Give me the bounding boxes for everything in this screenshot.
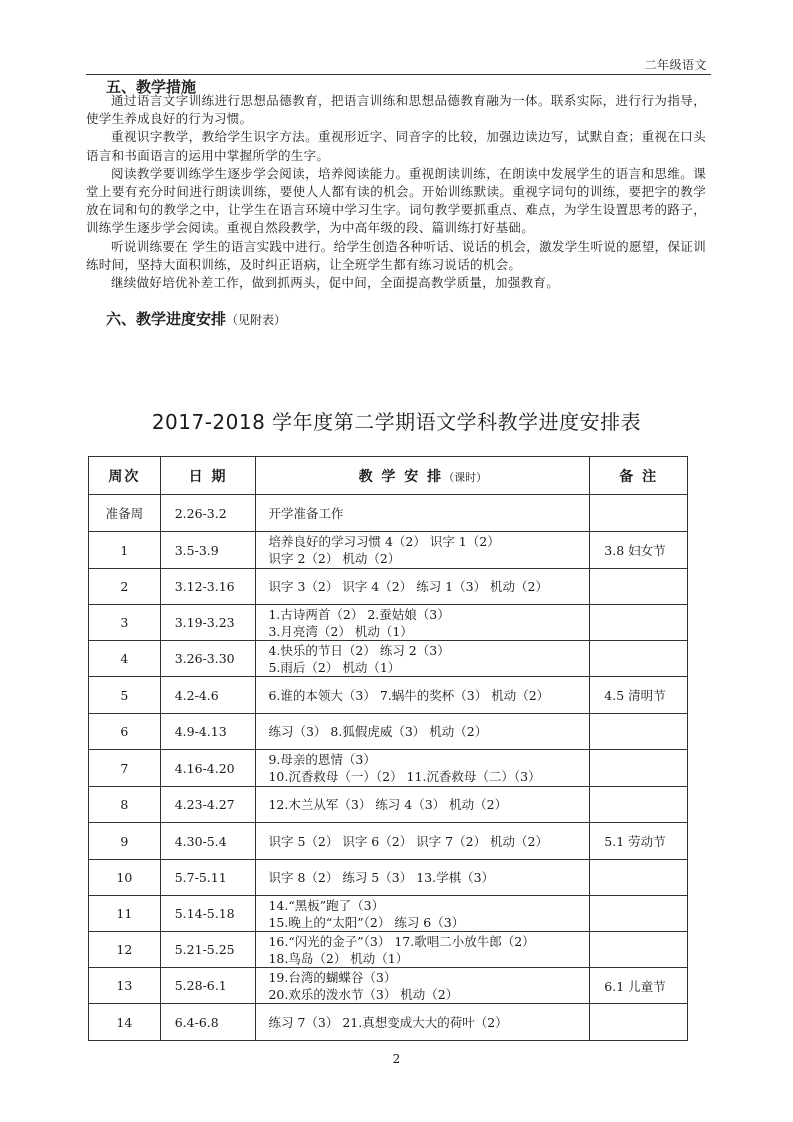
cell-plan xyxy=(256,932,590,968)
cell-note xyxy=(590,605,688,641)
table-row xyxy=(89,569,688,605)
cell-note xyxy=(590,932,688,968)
table-row xyxy=(89,532,688,569)
cell-week: 3 xyxy=(89,605,161,641)
paragraph: 继续做好培优补差工作，做到抓两头，促中间，全面提高教学质量，加强教育。 xyxy=(111,275,560,291)
plan-line: 培养良好的学习习惯 4（2） 识字 1（2） xyxy=(268,534,500,549)
plan-line: 10.沉香救母（一）（2） 11.沉香救母（二）（3） xyxy=(268,769,541,784)
plan-line: 4.快乐的节日（2） 练习 2（3） xyxy=(268,642,450,658)
cell-week: 2 xyxy=(89,569,161,605)
table-row xyxy=(89,714,688,750)
table-row xyxy=(89,896,688,932)
header-plan-label: 教 学 安 排 xyxy=(358,468,444,485)
cell-week: 4 xyxy=(89,641,161,677)
table-row xyxy=(89,787,688,823)
header-plan xyxy=(256,457,590,495)
paragraph: 重视识字教学，教给学生识字方法。重视形近字、同音字的比较，加强边读边写，试默自查；重视在口头语言和书面语言的运用中掌握所学的生字。 xyxy=(86,129,706,163)
cell-date: 4.30-5.4 xyxy=(160,823,256,860)
header-week: 周次 xyxy=(89,457,161,495)
plan-line: 18.鸟岛（2） 机动（1） xyxy=(268,950,409,966)
cell-date: 3.19-3.23 xyxy=(160,605,256,641)
cell-note: 3.8 妇女节 xyxy=(590,532,688,569)
cell-date: 5.21-5.25 xyxy=(160,932,256,968)
plan-line: 14.“黑板”跑了（3） xyxy=(268,897,385,913)
cell-date: 4.9-4.13 xyxy=(160,714,256,750)
table-row xyxy=(89,860,688,896)
cell-week: 7 xyxy=(89,750,161,787)
cell-week: 11 xyxy=(89,896,161,932)
header-note: 备 注 xyxy=(590,457,688,495)
cell-date: 4.16-4.20 xyxy=(160,750,256,787)
cell-note xyxy=(590,641,688,677)
plan-line: 20.欢乐的泼水节（3） 机动（2） xyxy=(268,986,459,1002)
plan-line: 识字 2（2） 机动（2） xyxy=(268,551,401,566)
cell-date: 5.28-6.1 xyxy=(160,968,256,1004)
plan-line: 练习 7（3） 21.真想变成大大的荷叶（2） xyxy=(268,1014,508,1030)
cell-note xyxy=(590,787,688,823)
table-row xyxy=(89,968,688,1004)
cell-plan xyxy=(256,569,590,605)
table-row xyxy=(89,605,688,641)
cell-plan xyxy=(256,495,590,532)
cell-date: 4.23-4.27 xyxy=(160,787,256,823)
cell-week: 14 xyxy=(89,1004,161,1041)
section-6-note: （见附表） xyxy=(226,313,287,327)
table-row xyxy=(89,932,688,968)
cell-note xyxy=(590,860,688,896)
schedule-table xyxy=(88,456,688,1041)
section-5-heading: 五、教学措施 xyxy=(106,78,197,96)
plan-line: 19.台湾的蝴蝶谷（3） xyxy=(268,969,397,985)
plan-line: 15.晚上的“太阳”（2） 练习 6（3） xyxy=(268,914,465,930)
cell-week: 1 xyxy=(89,532,161,569)
section-5-body xyxy=(86,92,706,292)
cell-week: 6 xyxy=(89,714,161,750)
table-header-row xyxy=(89,457,688,495)
cell-note xyxy=(590,750,688,787)
cell-week: 10 xyxy=(89,860,161,896)
cell-date: 6.4-6.8 xyxy=(160,1004,256,1041)
cell-plan xyxy=(256,968,590,1004)
table-row xyxy=(89,750,688,787)
plan-line: 5.雨后（2） 机动（1） xyxy=(268,659,401,675)
section-6-heading xyxy=(106,308,286,329)
cell-plan xyxy=(256,896,590,932)
plan-line: 识字 8（2） 练习 5（3） 13.学棋（3） xyxy=(268,870,495,885)
plan-line: 3.月亮湾（2） 机动（1） xyxy=(268,623,413,639)
cell-week: 9 xyxy=(89,823,161,860)
header-date: 日 期 xyxy=(160,457,256,495)
cell-date: 3.5-3.9 xyxy=(160,532,256,569)
cell-date: 5.14-5.18 xyxy=(160,896,256,932)
plan-line: 练习（3） 8.狐假虎威（3） 机动（2） xyxy=(268,724,488,739)
cell-plan xyxy=(256,860,590,896)
plan-line: 12.木兰从军（3） 练习 4（3） 机动（2） xyxy=(268,797,508,812)
plan-line: 16.“闪光的金子”（3） 17.歌唱二小放牛郎（2） xyxy=(268,933,535,949)
cell-plan xyxy=(256,750,590,787)
paragraph: 阅读教学要训练学生逐步学会阅读，培养阅读能力。重视朗读训练，在朗读中发展学生的语言和思维。课堂上要有充分时间进行朗读训练，要使人人都有读的机会。开始训练默读。重视字词句的训练，要把字的教学放在词和句的教学之中，让学生在语言环境中学习生字。词句教学要抓重点、难点，为学生设置思考的路子，训练学生逐步学会阅读。重视自然段教学，为中高年级的段、篇训练打好基础。 xyxy=(86,165,706,236)
cell-note xyxy=(590,1004,688,1041)
cell-plan xyxy=(256,532,590,569)
cell-note: 6.1 儿童节 xyxy=(590,968,688,1004)
paragraph: 听说训练要在 学生的语言实践中进行。给学生创造各种听话、说话的机会，激发学生听说的愿望，保证训练时间，坚持大面积训练，及时纠正语病，让全班学生都有练习说话的机会。 xyxy=(86,238,706,272)
cell-plan xyxy=(256,605,590,641)
cell-week: 12 xyxy=(89,932,161,968)
cell-note xyxy=(590,495,688,532)
section-6-title: 六、教学进度安排 xyxy=(106,310,227,328)
plan-line: 识字 3（2） 识字 4（2） 练习 1（3） 机动（2） xyxy=(268,579,548,594)
cell-plan xyxy=(256,823,590,860)
header-plan-unit: （课时） xyxy=(443,470,488,484)
cell-week: 13 xyxy=(89,968,161,1004)
table-row xyxy=(89,495,688,532)
table-row xyxy=(89,641,688,677)
cell-date: 3.26-3.30 xyxy=(160,641,256,677)
cell-date: 5.7-5.11 xyxy=(160,860,256,896)
cell-week: 5 xyxy=(89,677,161,714)
header-rule xyxy=(86,74,711,75)
cell-note xyxy=(590,714,688,750)
plan-line: 6.谁的本领大（3） 7.蜗牛的奖杯（3） 机动（2） xyxy=(268,687,550,703)
cell-week: 8 xyxy=(89,787,161,823)
cell-plan xyxy=(256,1004,590,1041)
cell-plan xyxy=(256,641,590,677)
table-row xyxy=(89,1004,688,1041)
plan-line: 开学准备工作 xyxy=(268,505,344,521)
table-row xyxy=(89,823,688,860)
cell-plan xyxy=(256,714,590,750)
page-number: 2 xyxy=(392,1052,401,1066)
cell-date: 3.12-3.16 xyxy=(160,569,256,605)
cell-plan xyxy=(256,787,590,823)
header-grade-subject: 二年级语文 xyxy=(644,58,707,72)
cell-note xyxy=(590,569,688,605)
cell-plan xyxy=(256,677,590,714)
cell-note xyxy=(590,896,688,932)
plan-line: 识字 5（2） 识字 6（2） 识字 7（2） 机动（2） xyxy=(268,833,548,849)
paragraph: 通过语言文字训练进行思想品德教育，把语言训练和思想品德教育融为一体。联系实际，进行行为指导，使学生养成良好的行为习惯。 xyxy=(86,93,706,127)
cell-date: 2.26-3.2 xyxy=(160,495,256,532)
cell-note: 4.5 清明节 xyxy=(590,677,688,714)
plan-line: 9.母亲的恩情（3） xyxy=(268,752,376,767)
cell-week: 准备周 xyxy=(89,495,161,532)
table-row xyxy=(89,677,688,714)
table-title: 2017-2018 学年度第二学期语文学科教学进度安排表 xyxy=(151,410,642,434)
plan-line: 1.古诗两首（2） 2.蚕姑娘（3） xyxy=(268,606,450,622)
cell-date: 4.2-4.6 xyxy=(160,677,256,714)
cell-note: 5.1 劳动节 xyxy=(590,823,688,860)
